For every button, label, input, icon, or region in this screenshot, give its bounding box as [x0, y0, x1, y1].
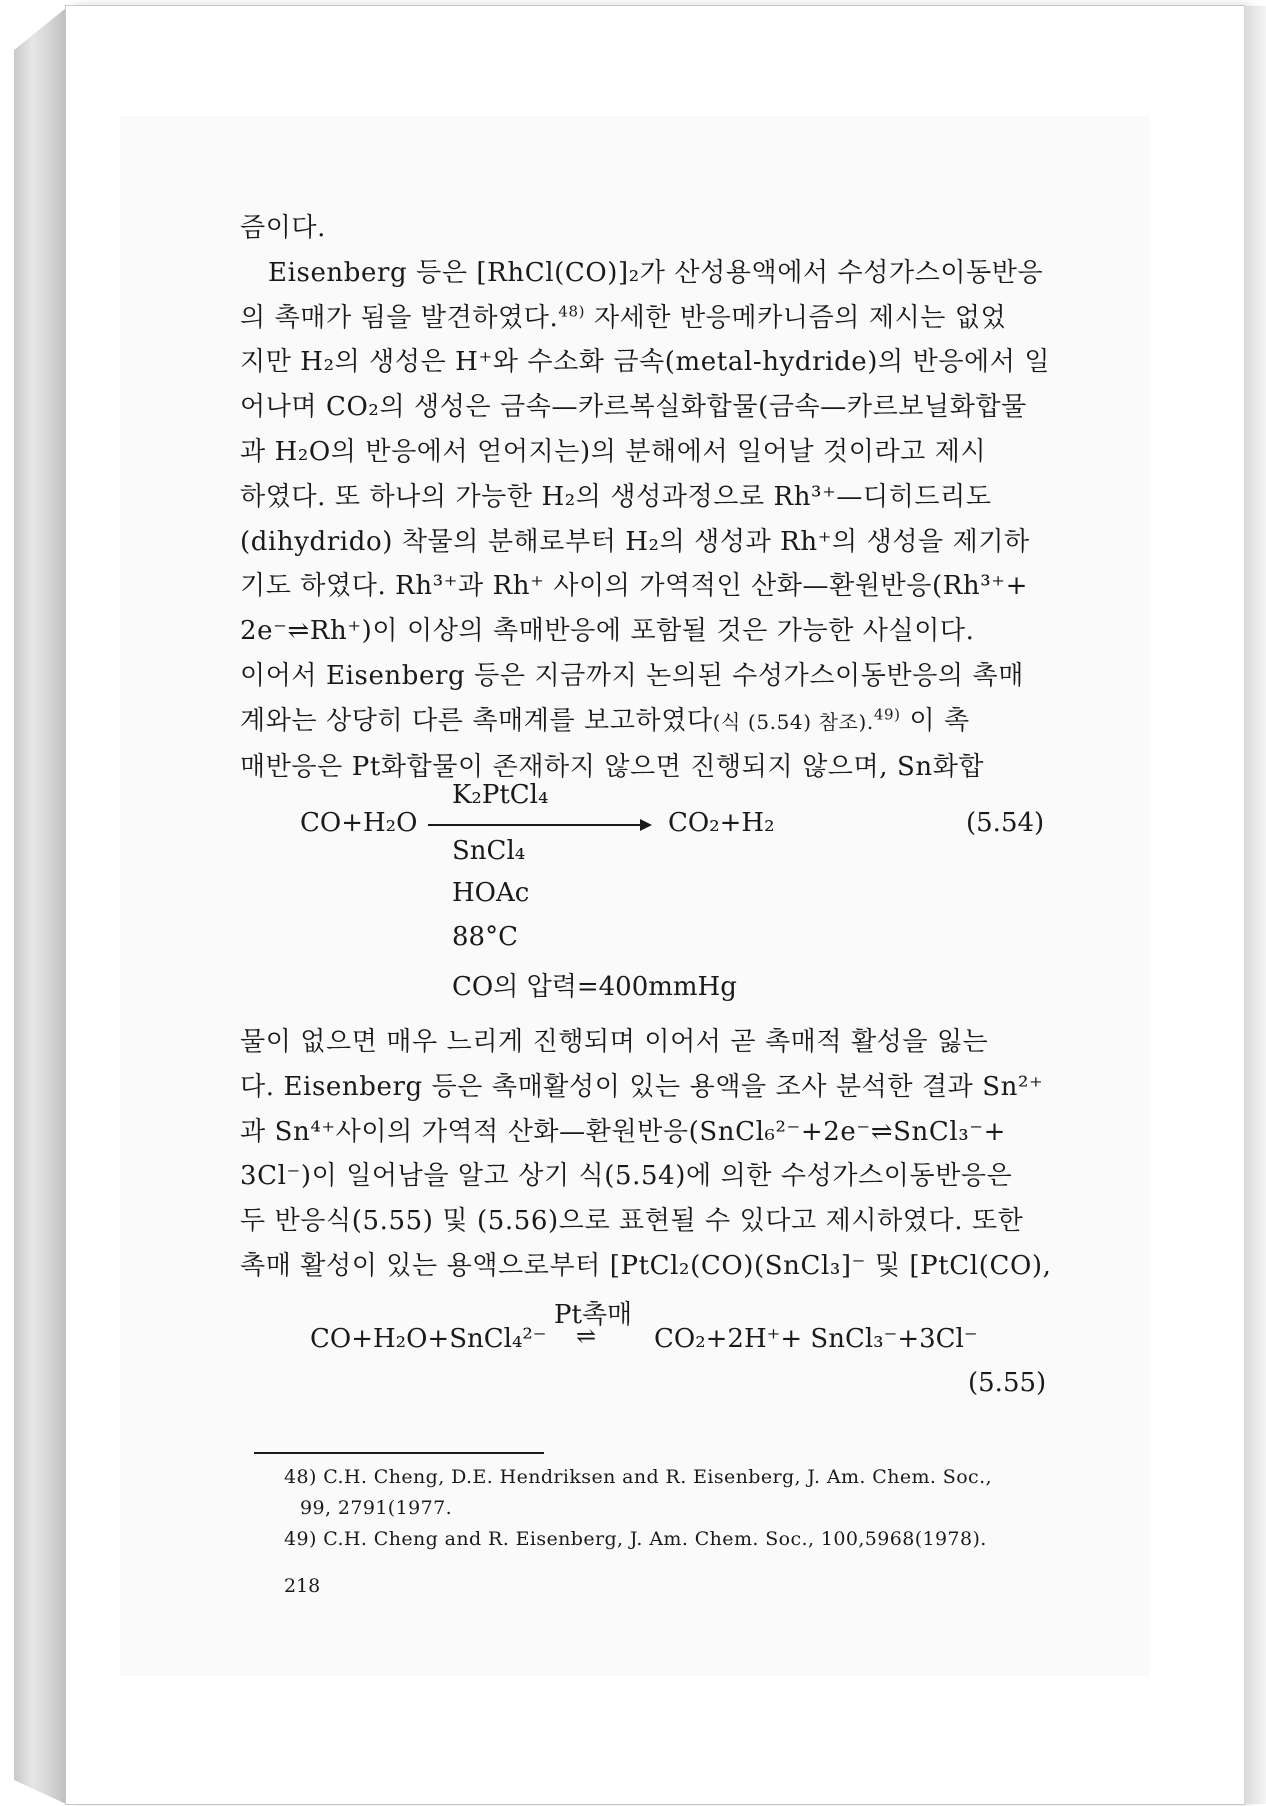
eq-condition: CO의 압력=400mmHg: [452, 972, 737, 1002]
text-line: 기도 하였다. Rh³⁺과 Rh⁺ 사이의 가역적인 산화—환원반응(Rh³⁺+: [240, 571, 1028, 602]
body-paragraph-1: [240, 206, 1100, 789]
eq-reactants: CO+H₂O+SnCl₄²⁻: [310, 1324, 547, 1354]
text-line: 이어서 Eisenberg 등은 지금까지 논의된 수성가스이동반응의 촉매: [240, 660, 1024, 691]
body-paragraph-2: [240, 1020, 1100, 1289]
text-line: 즘이다.: [240, 213, 327, 243]
equation-number: (5.55): [968, 1368, 1047, 1398]
text-line: 물이 없으면 매우 느리게 진행되며 이어서 곧 촉매적 활성을 잃는: [240, 1027, 989, 1057]
text-line: 과 H₂O의 반응에서 얻어지는)의 분해에서 일어날 것이라고 제시: [240, 436, 987, 467]
text-line: 매반응은 Pt화합물이 존재하지 않으면 진행되지 않으며, Sn화합: [240, 751, 985, 782]
text-line: Eisenberg 등은 [RhCl(CO)]₂가 산성용액에서 수성가스이동반응: [268, 257, 1044, 288]
text-line: 다. Eisenberg 등은 촉매활성이 있는 용액을 조사 분석한 결과 Sn²⁺: [240, 1071, 1044, 1102]
footnotes: [284, 1462, 1104, 1555]
reaction-arrow: [428, 824, 642, 826]
arrow-head-icon: [640, 819, 652, 831]
eq-condition: SnCl₄: [452, 836, 526, 866]
book-spine: [14, 8, 66, 1804]
ref-49: 49): [873, 705, 901, 724]
eq-catalyst-above: Pt촉매: [554, 1300, 633, 1330]
eq-catalyst-above: K₂PtCl₄: [452, 780, 549, 810]
equation-number: (5.54): [966, 808, 1045, 838]
footnote-48-cont: 99, 2791(1977.: [300, 1497, 453, 1519]
ref-48: 48): [558, 301, 586, 320]
text-line: 하였다. 또 하나의 가능한 H₂의 생성과정으로 Rh³⁺—디히드리도: [240, 481, 992, 512]
text-line: 3Cl⁻)이 일어남을 알고 상기 식(5.54)에 의한 수성가스이동반응은: [240, 1161, 1013, 1192]
eq-products: CO₂+2H⁺+ SnCl₃⁻+3Cl⁻: [654, 1324, 978, 1354]
page-edge: [1244, 6, 1266, 1804]
eq-reactants: CO+H₂O: [300, 808, 418, 838]
eq-condition: HOAc: [452, 878, 530, 908]
text-line: 계와는 상당히 다른 촉매계를 보고하였다(식 (5.54) 참조).$^{49)}$ 이 촉: [240, 705, 970, 736]
text-line: 지만 H₂의 생성은 H⁺와 수소화 금속(metal-hydride)의 반응에서 일: [240, 347, 1051, 378]
footnote-48: 48) C.H. Cheng, D.E. Hendriksen and R. Eisenberg, J. Am. Chem. Soc.,: [284, 1466, 992, 1488]
text-line: 촉매 활성이 있는 용액으로부터 [PtCl₂(CO)(SnCl₃]⁻ 및 [PtCl(CO),: [240, 1250, 1052, 1281]
text-line: 두 반응식(5.55) 및 (5.56)으로 표현될 수 있다고 제시하였다. 또한: [240, 1206, 1024, 1237]
text-line: (dihydrido) 착물의 분해로부터 H₂의 생성과 Rh⁺의 생성을 제기하: [240, 526, 1030, 557]
equilibrium-arrow-icon: ⇌: [576, 1322, 597, 1350]
text-line: 어나며 CO₂의 생성은 금속—카르복실화합물(금속—카르보닐화합물: [240, 392, 1027, 423]
footnote-rule: [254, 1452, 544, 1454]
text-line: 과 Sn⁴⁺사이의 가역적 산화—환원반응(SnCl₆²⁻+2e⁻⇌SnCl₃⁻+: [240, 1116, 1007, 1147]
text-line: 의 촉매가 됨을 발견하였다.$^{48)}$ 자세한 반응메카니즘의 제시는 없었: [240, 301, 1007, 333]
eq-reference: (식 (5.54) 참조).: [712, 709, 874, 734]
eq-condition: 88°C: [452, 922, 518, 952]
footnote-49: 49) C.H. Cheng and R. Eisenberg, J. Am. Chem. Soc., 100,5968(1978).: [284, 1528, 987, 1550]
text-line: 2e⁻⇌Rh⁺)이 이상의 촉매반응에 포함될 것은 가능한 사실이다.: [240, 616, 975, 647]
eq-products: CO₂+H₂: [668, 808, 775, 838]
page-number: 218: [284, 1575, 321, 1597]
